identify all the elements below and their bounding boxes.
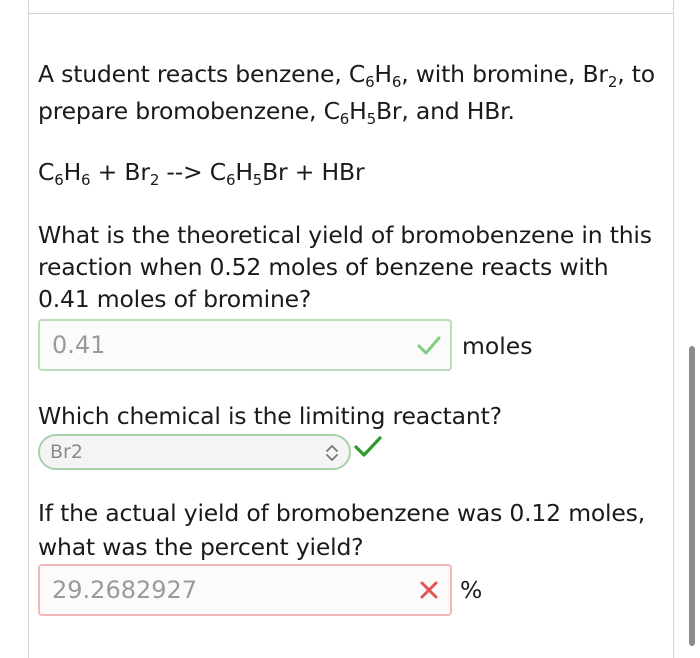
select-arrows-icon xyxy=(324,443,340,463)
cross-icon xyxy=(416,577,442,603)
question-percent-yield: If the actual yield of bromobenzene was 0.12 moles, what was the percent yield? xyxy=(38,499,645,561)
chemical-equation: $C_6H_6 + Br_2$ --> $C_6H_5Br$ + HBr xyxy=(38,158,365,189)
limiting-reactant-value: Br2 xyxy=(50,441,83,463)
percent-unit-label: % xyxy=(460,576,483,604)
theoretical-yield-value: 0.41 xyxy=(52,331,106,359)
moles-unit-label: moles xyxy=(462,332,533,360)
percent-yield-input[interactable] xyxy=(38,564,452,616)
percent-yield-value: 29.2682927 xyxy=(52,576,198,604)
question-intro: A student reacts benzene, $C_6H_6$, with bromine, $Br_2$, to prepare bromobenzene, $C_6H_5Br$, and HBr. xyxy=(38,60,655,128)
check-icon xyxy=(416,332,442,358)
divider xyxy=(28,13,673,14)
limiting-reactant-select[interactable] xyxy=(38,434,351,470)
scrollbar[interactable] xyxy=(689,346,695,646)
question-theoretical-yield: What is the theoretical yield of bromobenzene in this reaction when 0.52 moles of benzene reacts with 0.41 moles of bromine? xyxy=(38,221,652,313)
question-limiting-reactant: Which chemical is the limiting reactant? xyxy=(38,402,502,430)
theoretical-yield-input[interactable] xyxy=(38,319,452,371)
check-icon xyxy=(354,434,382,460)
